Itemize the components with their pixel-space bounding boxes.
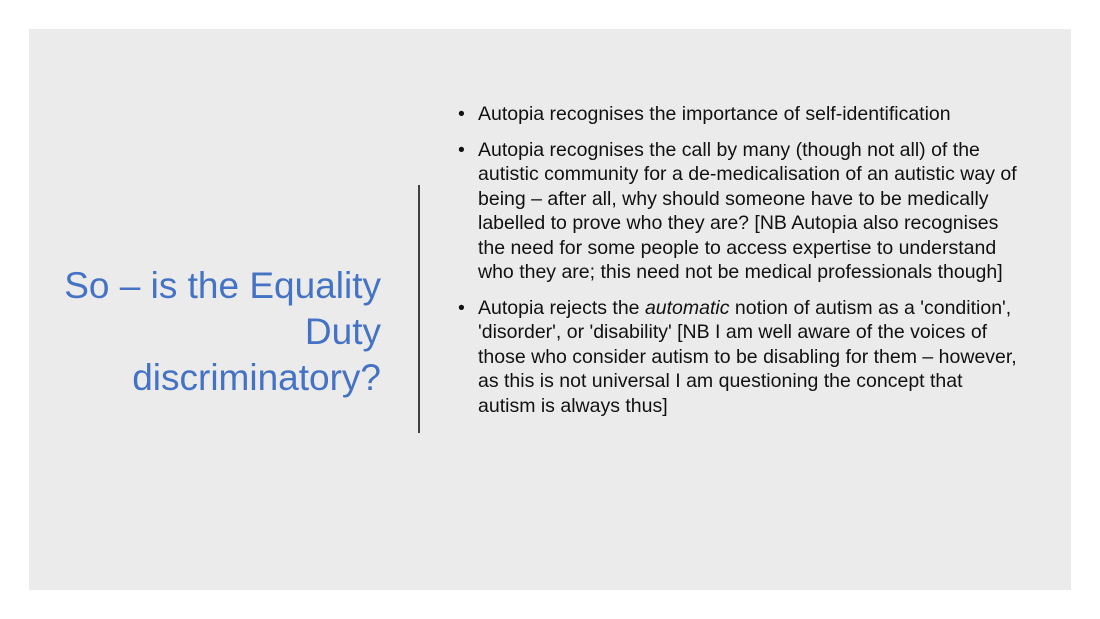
bullet-item [458, 102, 1018, 127]
bullet-text: Autopia recognises the importance of self-identification [478, 103, 951, 125]
slide [29, 29, 1071, 590]
bullet-text-before: Autopia rejects the [478, 296, 645, 319]
slide-title: So – is the Equality Duty discriminatory? [64, 265, 381, 398]
bullet-text-emphasis: automatic [644, 296, 730, 319]
vertical-divider [418, 185, 420, 433]
bullet-icon: • [458, 296, 465, 319]
bullet-text-after: notion of autism as a 'condition', 'disorder', or 'disability' [NB I am well aware of the voices of those who consider autism to be disabling for them – however, as this is not universal I am questioning the concept that autism is always thus] [478, 296, 1017, 417]
bullet-text [478, 297, 1017, 417]
bullet-text: Autopia recognises the call by many (though not all) of the autistic community for a de-medicalisation of an autistic way of being – after all, why should someone have to be medically labelled to prove who they are? [NB Autopia also recognises the need for some people to access expertise to understand who they are; this need not be medical professionals though] [478, 138, 1017, 283]
bullet-list [458, 102, 1018, 429]
bullet-icon: • [458, 103, 465, 125]
bullet-item [458, 138, 1018, 285]
bullet-item [458, 296, 1018, 419]
bullet-icon: • [458, 138, 465, 161]
